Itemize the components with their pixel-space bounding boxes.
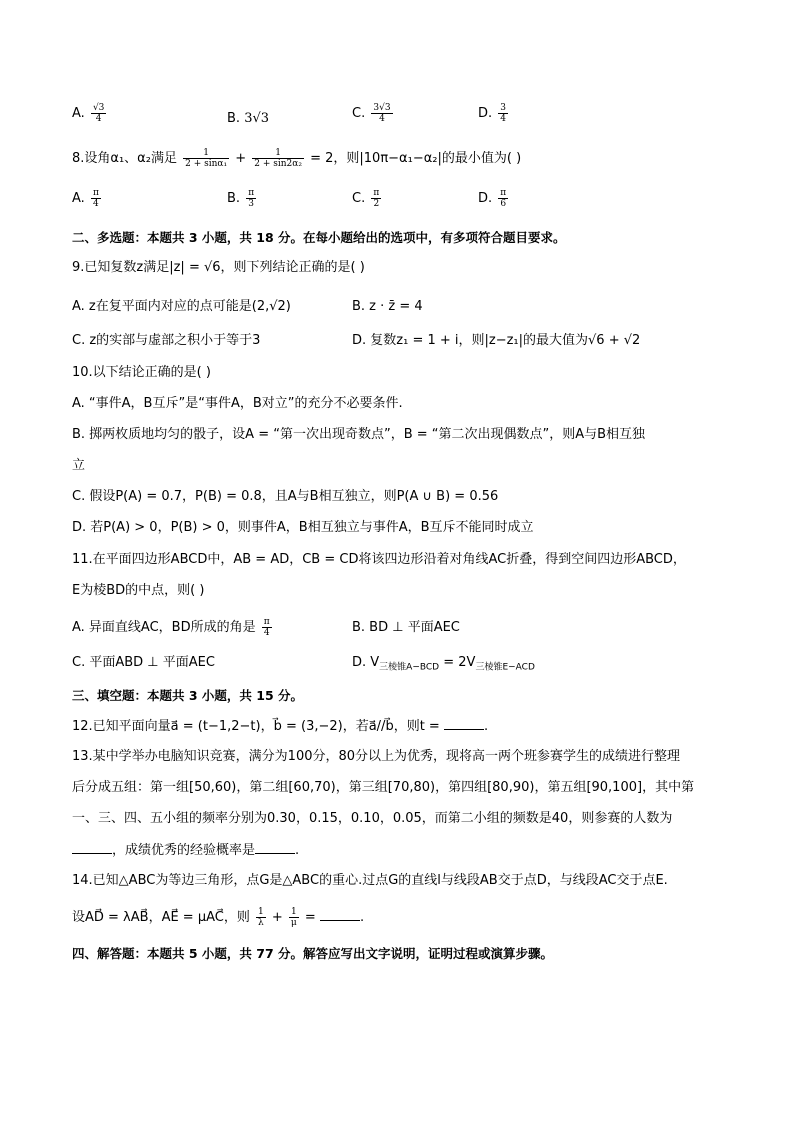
question-11-stem: 11.在平面四边形ABCD中，AB = AD，CB = CD将该四边形沿着对角线AC折叠，得到空间四边形ABCD， — [72, 552, 686, 567]
question-8-stem: 8.设角α₁、α₂满足 $\frac{1}{\text{2 + sinα₁}}$ + $\frac{1}{\text{2 + sin2α₂}}$ = 2，则|10π−α₁−α₂|的最小值为( ) — [72, 148, 522, 169]
q9-option-d: D. 复数z₁ = 1 + i，则|z−z₁|的最大值为√6 + √2 — [352, 333, 641, 348]
q11-option-c: C. 平面ABD ⊥ 平面AEC — [72, 655, 215, 670]
q10-option-a: A. “事件A，B互斥”是“事件A，B对立”的充分不必要条件. — [72, 396, 403, 411]
q10-option-c: C. 假设P(A) = 0.7，P(B) = 0.8，且A与B相互独立，则P(A ∪ B) = 0.56 — [72, 489, 499, 504]
question-13-line-2: 后分成五组：第一组[50,60)，第二组[60,70)，第三组[70,80)，第四组[80,90)，第五组[90,100]，其中第 — [72, 780, 695, 795]
q7-option-b — [227, 110, 269, 128]
q9-option-a: A. z在复平面内对应的点可能是(2,√2) — [72, 299, 291, 314]
fraction: $\frac{3}{4}$ — [500, 103, 507, 124]
fraction: $\frac{1}{\text{2 + sin2α₂}}$ — [254, 148, 302, 169]
q7-option-c — [352, 103, 395, 124]
q10-option-d: D. 若P(A) > 0，P(B) > 0，则事件A，B相互独立与事件A，B互斥不能同时成立 — [72, 520, 534, 535]
option-label: D. — [478, 106, 493, 121]
q10-option-b-cont: 立 — [72, 458, 86, 473]
question-11-stem-cont: E为棱BD的中点，则( ) — [72, 583, 205, 598]
question-12: 12.已知平面向量a⃗ = (t−1,2−t)，b⃗ = (3,−2)，若a⃗//b⃗，则t = . — [72, 719, 489, 734]
option-label: C. — [352, 106, 366, 121]
question-13-line-1: 13.某中学举办电脑知识竞赛，满分为100分，80分以上为优秀，现将高一两个班参赛学生的成绩进行整理 — [72, 749, 681, 764]
q8-option-d: D. $\frac{\pi}{6}$ — [478, 188, 507, 209]
q9-option-b: B. z · z̄ = 4 — [352, 299, 423, 314]
question-14-line-2: 设AD⃗ = λAB⃗，AE⃗ = μAC⃗，则 $\frac{1}{\lambda}$ + $\frac{1}{\mu}$ = . — [72, 907, 365, 928]
option-value: 3√3 — [244, 111, 270, 126]
question-14-line-1: 14.已知△ABC为等边三角形，点G是△ABC的重心.过点G的直线l与线段AB交于点D，与线段AC交于点E. — [72, 873, 668, 888]
q11-option-d: D. $V_{三棱锥A-BCD} = 2V_{三棱锥E-ACD}$ — [352, 655, 535, 673]
q10-option-b: B. 掷两枚质地均匀的骰子，设A = “第一次出现奇数点”，B = “第二次出现偶数点”，则A与B相互独 — [72, 427, 646, 442]
question-13-line-3: 一、三、四、五小组的频率分别为0.30，0.15，0.10，0.05，而第二小组的频数是40，则参赛的人数为 — [72, 811, 673, 826]
answer-blank[interactable] — [72, 841, 112, 854]
answer-blank[interactable] — [320, 908, 360, 921]
fraction: $\frac{\pi}{4}$ — [263, 617, 270, 638]
fraction: $\frac{\pi}{2}$ — [373, 188, 380, 209]
fraction: $\frac{3√3}{4}$ — [373, 103, 391, 124]
section-2-heading: 二、多选题：本题共 3 小题，共 18 分。在每小题给出的选项中，有多项符合题目要求。 — [72, 230, 566, 245]
question-13-line-4: ，成绩优秀的经验概率是 . — [72, 841, 299, 860]
q7-option-d — [478, 103, 510, 124]
answer-blank[interactable] — [255, 841, 295, 854]
q7-option-a — [72, 103, 108, 124]
q11-option-b: B. BD ⊥ 平面AEC — [352, 620, 460, 635]
q11-option-a: A. 异面直线AC，BD所成的角是 $\frac{\pi}{4}$ — [72, 617, 270, 638]
section-4-heading: 四、解答题：本题共 5 小题，共 77 分。解答应写出文字说明，证明过程或演算步骤。 — [72, 946, 554, 961]
fraction: $\frac{1}{\mu}$ — [290, 907, 297, 928]
fraction: $\frac{√3}{4}$ — [92, 103, 105, 124]
option-label: A. — [72, 106, 85, 121]
q8-option-a: A. $\frac{\pi}{4}$ — [72, 188, 99, 209]
answer-blank[interactable] — [444, 717, 484, 730]
fraction: $\frac{\pi}{6}$ — [500, 188, 507, 209]
fraction: $\frac{\pi}{3}$ — [248, 188, 255, 209]
option-label: B. — [227, 111, 241, 126]
question-10-stem: 10.以下结论正确的是( ) — [72, 365, 211, 380]
q8-option-c: C. $\frac{\pi}{2}$ — [352, 188, 380, 209]
question-9-stem: 9.已知复数z满足|z| = √6，则下列结论正确的是( ) — [72, 260, 365, 275]
fraction: $\frac{\pi}{4}$ — [92, 188, 99, 209]
fraction: $\frac{1}{\lambda}$ — [257, 907, 264, 928]
q9-option-c: C. z的实部与虚部之积小于等于3 — [72, 333, 261, 348]
fraction: $\frac{1}{\text{2 + sinα₁}}$ — [185, 148, 228, 169]
section-3-heading: 三、填空题：本题共 3 小题，共 15 分。 — [72, 688, 304, 703]
q8-option-b: B. $\frac{\pi}{3}$ — [227, 188, 255, 209]
